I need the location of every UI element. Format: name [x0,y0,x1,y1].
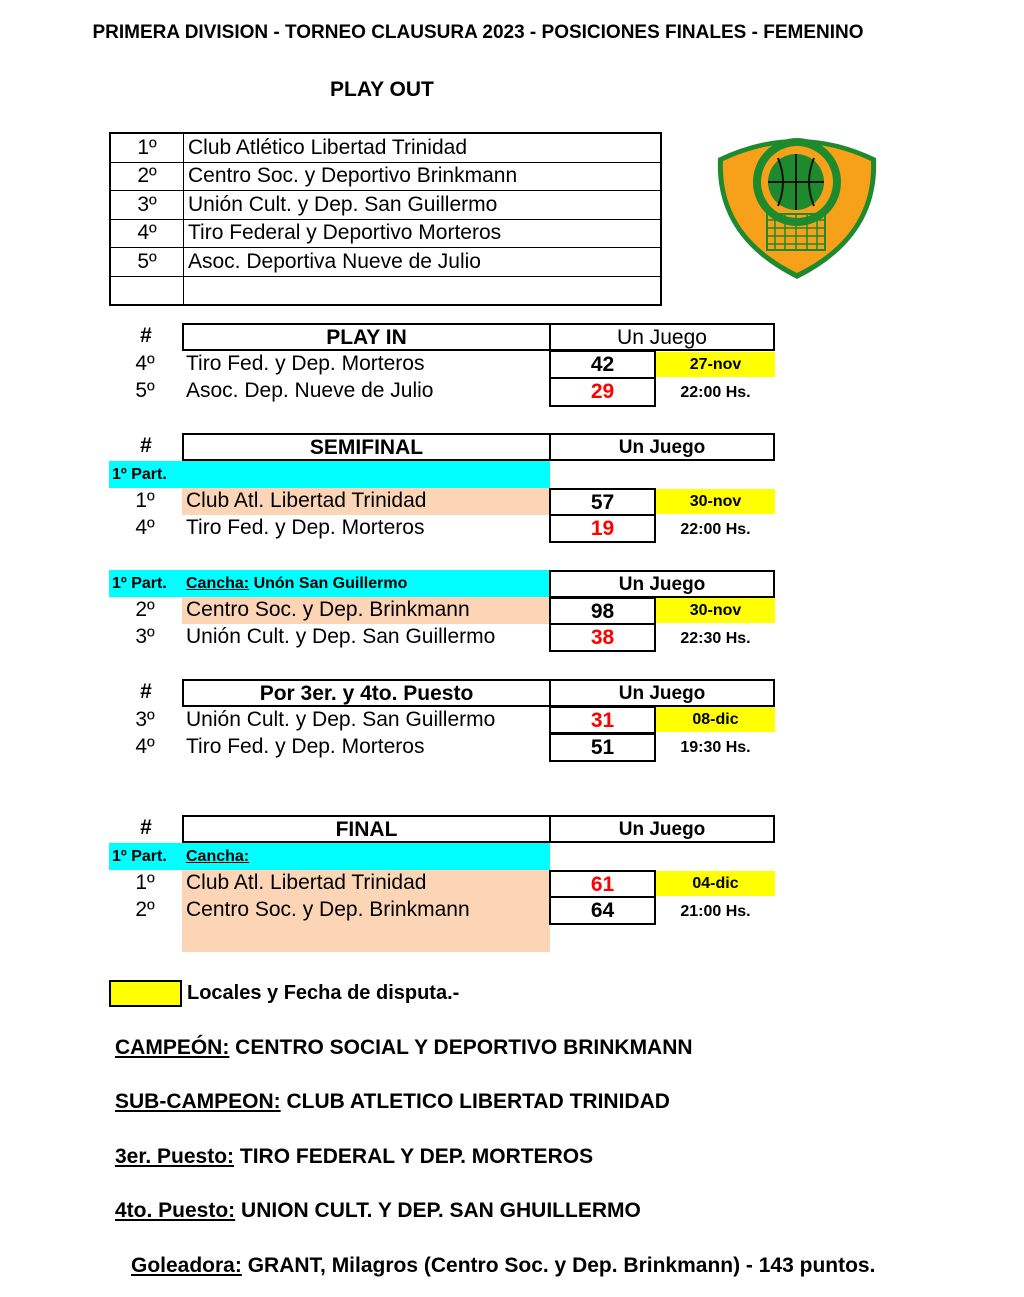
standing-pos: 1º [110,133,184,162]
hash-label: # [140,434,152,457]
semi2-pos-1: 2º [135,598,155,621]
final-team-1: Club Atl. Libertad Trinidad [186,871,427,894]
cancha-value: Unón San Guillermo [249,575,408,592]
standing-pos [110,276,184,305]
third-place-line [115,1145,593,1169]
final-team-2: Centro Soc. y Dep. Brinkmann [186,898,470,921]
standing-team: Centro Soc. y Deportivo Brinkmann [184,162,662,191]
standing-team: Club Atlético Libertad Trinidad [184,133,662,162]
champion-line [115,1036,693,1060]
runnerup-label: SUB-CAMPEON: [115,1090,281,1113]
semi1-pos-1: 1º [135,489,155,512]
semi2-team-2: Unión Cult. y Dep. San Guillermo [186,625,496,648]
top-scorer-line [131,1254,875,1278]
third-date: 08-dic [656,707,775,732]
hash-label: # [140,816,152,839]
third-format: Un Juego [549,679,775,707]
runnerup-value: CLUB ATLETICO LIBERTAD TRINIDAD [280,1090,670,1113]
playin-score-1: 42 [549,350,656,379]
third-place-value: TIRO FEDERAL Y DEP. MORTEROS [234,1145,594,1168]
semi2-pos-2: 3º [135,625,155,648]
top-scorer-value: GRANT, Milagros (Centro Soc. y Dep. Brinkmann) - 143 puntos. [241,1254,876,1277]
semifinal2-cancha [186,575,407,593]
final-format: Un Juego [549,815,775,843]
standings-table [109,132,662,306]
semi2-time: 22:30 Hs. [680,630,751,647]
table-row [110,162,661,191]
section-subtitle: PLAY OUT [330,78,434,101]
playin-time: 22:00 Hs. [680,384,751,401]
semifinal-header: SEMIFINAL [182,433,551,461]
standing-pos: 3º [110,191,184,220]
semi1-time: 22:00 Hs. [680,521,751,538]
fourth-place-line [115,1199,641,1223]
third-score-2: 51 [549,733,656,762]
top-scorer-label: Goleadora: [131,1254,242,1277]
playin-pos-2: 5º [135,379,155,402]
playin-pos-1: 4º [135,352,155,375]
standing-team: Unión Cult. y Dep. San Guillermo [184,191,662,220]
final-part-bar [109,843,550,870]
page-title: PRIMERA DIVISION - TORNEO CLAUSURA 2023 - POSICIONES FINALES - FEMENINO [92,22,864,43]
final-part-label: 1º Part. [112,848,167,865]
cancha-label: Cancha: [186,575,250,592]
final-pos-2: 2º [135,898,155,921]
semi2-score-1: 98 [549,597,656,625]
standing-team: Asoc. Deportiva Nueve de Julio [184,248,662,277]
legend-text: Locales y Fecha de disputa.- [187,982,460,1004]
hash-label: # [140,680,152,703]
playin-header: PLAY IN [182,323,551,351]
table-row [110,276,661,305]
playin-team-2: Asoc. Dep. Nueve de Julio [186,379,434,402]
final-cancha-label: Cancha: [186,848,250,865]
semi2-team-1: Centro Soc. y Dep. Brinkmann [186,598,470,621]
playin-format: Un Juego [549,323,775,351]
final-time: 21:00 Hs. [680,903,751,920]
semi1-team-1: Club Atl. Libertad Trinidad [186,489,427,512]
third-team-1: Unión Cult. y Dep. San Guillermo [186,708,496,731]
table-row [110,248,661,277]
playin-score-2: 29 [549,377,656,407]
final-pos-1: 1º [135,871,155,894]
third-time: 19:30 Hs. [680,739,751,756]
semifinal2-format: Un Juego [549,570,775,598]
association-logo [712,126,882,282]
semifinal-part-bar [109,461,550,488]
hash-label: # [140,324,152,347]
semi1-team-2: Tiro Fed. y Dep. Morteros [186,516,425,539]
final-date: 04-dic [656,871,775,896]
fourth-place-label: 4to. Puesto: [115,1199,236,1222]
semi1-score-1: 57 [549,488,656,516]
semi1-score-2: 19 [549,514,656,543]
standing-team [184,276,662,305]
shield-logo-icon [712,126,882,282]
standing-pos: 2º [110,162,184,191]
semi1-date: 30-nov [656,489,775,514]
standing-pos: 5º [110,248,184,277]
standing-team: Tiro Federal y Deportivo Morteros [184,219,662,248]
third-score-1: 31 [549,706,656,734]
playin-date: 27-nov [656,352,775,377]
runnerup-line [115,1090,670,1114]
fourth-place-value: UNION CULT. Y DEP. SAN GHUILLERMO [235,1199,641,1222]
semifinal-format: Un Juego [549,433,775,461]
champion-label: CAMPEÓN: [115,1036,230,1059]
table-row [110,191,661,220]
final-score-1: 61 [549,870,656,898]
semi2-date: 30-nov [656,598,775,623]
playin-team-1: Tiro Fed. y Dep. Morteros [186,352,425,375]
third-team-2: Tiro Fed. y Dep. Morteros [186,735,425,758]
third-pos-1: 3º [135,708,155,731]
table-row [110,133,661,162]
third-pos-2: 4º [135,735,155,758]
semi2-score-2: 38 [549,623,656,652]
legend-swatch [109,980,182,1007]
final-score-2: 64 [549,896,656,925]
standing-pos: 4º [110,219,184,248]
champion-value: CENTRO SOCIAL Y DEPORTIVO BRINKMANN [229,1036,693,1059]
semifinal-part-label: 1º Part. [112,466,167,483]
semi1-pos-2: 4º [135,516,155,539]
final-header: FINAL [182,815,551,843]
third-header: Por 3er. y 4to. Puesto [182,679,551,707]
semifinal2-part-label: 1º Part. [112,575,167,592]
third-place-label: 3er. Puesto: [115,1145,235,1168]
table-row [110,219,661,248]
